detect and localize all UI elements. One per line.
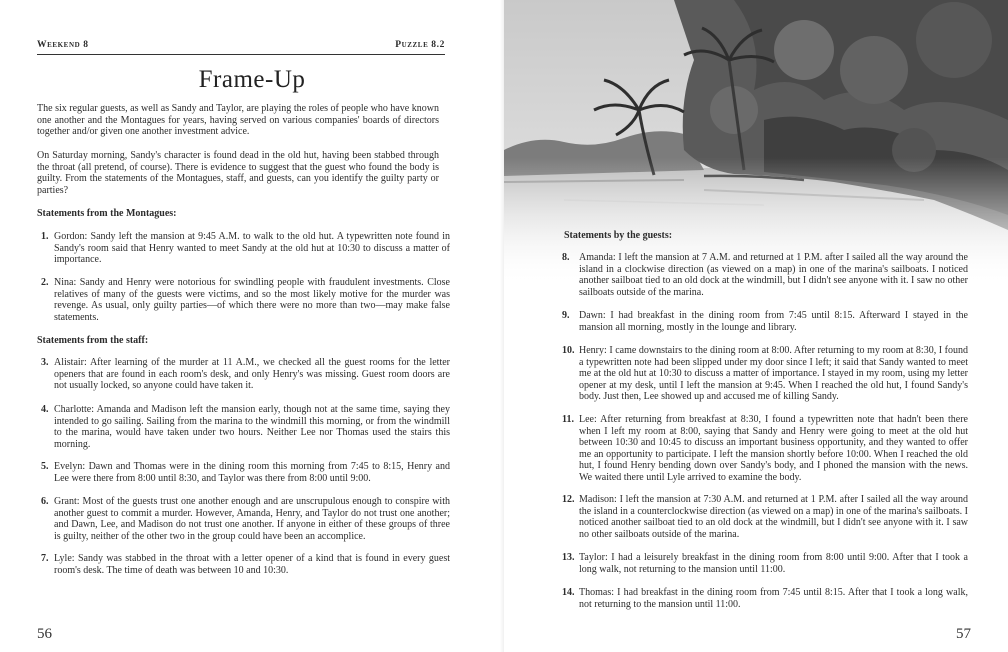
statement-item xyxy=(562,252,968,298)
statement-text: Lyle: Sandy was stabbed in the throat with a letter opener of a kind that is found in every guest room's desk. The time of death was between 10 and 10:30. xyxy=(54,553,450,576)
statement-text: Grant: Most of the guests trust one another enough and are unscrupulous enough to conspire with another guest to commit a murder. However, Amanda, Henry, and Taylor do not trust one another; and Dawn, Lee, and Madison do not trust one another. If anyone in either of these groups of three is guilty, neither of the other two in the group could have been an accomplice. xyxy=(54,496,450,542)
statement-number: 10. xyxy=(562,345,575,356)
statement-number: 7. xyxy=(41,553,49,564)
statement-text: Madison: I left the mansion at 7:30 A.M. and returned at 1 P.M. after I sailed all the way around the island in a counterclockwise direction (as viewed on a map) in one of the marina's sailboats. I noticed another sailboat tied to an old dock at the windmill, but I didn't see anyone with it. I saw no other sailboats outside of the marina. xyxy=(579,494,968,540)
statement-text: Taylor: I had a leisurely breakfast in the dining room from 8:00 until 9:00. After that I took a long walk, not returning to the mansion until 11:00. xyxy=(579,552,968,575)
intro-paragraph-2: On Saturday morning, Sandy's character is found dead in the old hut, having been stabbed through the throat (all pretend, of course). There is evidence to suggest that the guest who found the body is guilty. From the statements of the Montagues, staff, and guests, can you identify the guilty party or parties? xyxy=(37,150,439,196)
guests-heading: Statements by the guests: xyxy=(564,230,673,241)
statement-item xyxy=(41,404,450,450)
statement-number: 11. xyxy=(562,414,574,425)
statement-text: Henry: I came downstairs to the dining room at 8:00. After returning to my room at 8:30, I found a typewritten note had been slipped under my door since I left; it said that Sandy wanted to meet me at the old hut at 10:30 to discuss a matter of importance. I stayed in my room, using my letter opener at my desk, until I left the mansion at 9:45. When I reached the old hut, I found Sandy's body. Just then, Lee showed up and accused me of killing Sandy. xyxy=(579,345,968,403)
statement-number: 2. xyxy=(41,277,49,288)
statement-number: 9. xyxy=(562,310,570,321)
statement-text: Nina: Sandy and Henry were notorious for swindling people with fraudulent investments. Close relatives of many of the guests were victims, and so the most likely motive for the murder was revenge. As usual, only guilty parties—of which there were no more than two—may make false statements. xyxy=(54,277,450,323)
statement-number: 1. xyxy=(41,231,49,242)
page-number-left: 56 xyxy=(37,626,52,642)
intro-paragraph-1: The six regular guests, as well as Sandy and Taylor, are playing the roles of people who have known one another and the Montagues for years, having served on various companies' boards of directors together and/or given one another investment advice. xyxy=(37,103,439,138)
statement-item xyxy=(41,496,450,542)
statement-item xyxy=(41,357,450,392)
statement-item xyxy=(41,553,450,576)
statement-number: 8. xyxy=(562,252,570,263)
running-head xyxy=(37,40,445,55)
statement-number: 13. xyxy=(562,552,575,563)
staff-heading: Statements from the staff: xyxy=(37,335,149,346)
statement-number: 6. xyxy=(41,496,49,507)
statement-number: 5. xyxy=(41,461,49,472)
right-page xyxy=(504,0,1008,652)
montagues-heading: Statements from the Montagues: xyxy=(37,208,177,219)
page-number-right: 57 xyxy=(956,626,971,642)
statement-text: Amanda: I left the mansion at 7 A.M. and returned at 1 P.M. after I sailed all the way around the island in a clockwise direction (as viewed on a map) in one of the marina's sailboats. I noticed another sailboat tied to an old dock at the windmill, but I didn't see anyone with it. I saw no other sailboats outside of the marina. xyxy=(579,252,968,298)
statement-item xyxy=(41,231,450,266)
statement-item xyxy=(562,587,968,610)
statement-item xyxy=(41,277,450,323)
puzzle-title: Frame-Up xyxy=(198,66,306,93)
statement-number: 4. xyxy=(41,404,49,415)
statement-number: 14. xyxy=(562,587,575,598)
running-head-right: Puzzle 8.2 xyxy=(395,40,445,50)
statement-text: Gordon: Sandy left the mansion at 9:45 A.M. to walk to the old hut. A typewritten note found in Sandy's room said that Henry wanted to meet Sandy at the old hut at 10:30 to discuss a matter of importance. xyxy=(54,231,450,266)
statement-item xyxy=(562,345,968,403)
statement-item xyxy=(562,494,968,540)
statement-text: Thomas: I had breakfast in the dining room from 7:45 until 8:15. After that I took a long walk, not returning to the mansion until 11:00. xyxy=(579,587,968,610)
statement-text: Evelyn: Dawn and Thomas were in the dining room this morning from 7:45 to 8:15, Henry and Lee were there from 8:00 until 8:30, and Taylor was there from 8:00 until 9:00. xyxy=(54,461,450,484)
statement-text: Lee: After returning from breakfast at 8:30, I found a typewritten note that hadn't been there when I left my room at 8:00, saying that Sandy and Henry were going to meet at the old hut between 10:30 and 10:45 to discuss an important business opportunity, and they wanted to offer me an opportunity to participate. I left the mansion shortly before 10:00. When I reached the old hut, I found Henry bending down over Sandy's body, and I phoned the mansion with the news. We waited there until Lyle arrived to examine the body. xyxy=(579,414,968,483)
statement-item xyxy=(562,414,968,484)
statement-text: Dawn: I had breakfast in the dining room from 7:45 until 8:15. Afterward I stayed in the mansion all morning, mostly in the lounge and library. xyxy=(579,310,968,333)
running-head-left: Weekend 8 xyxy=(37,40,89,50)
statement-number: 12. xyxy=(562,494,575,505)
statement-number: 3. xyxy=(41,357,49,368)
statement-text: Charlotte: Amanda and Madison left the mansion early, though not at the same time, saying they intended to go sailing. Sailing from the marina to the windmill this morning, or from the windmill to the marina, would have taken under two hours. Neither Lee nor Thomas used the stairs this morning. xyxy=(54,404,450,450)
statement-item xyxy=(562,552,968,575)
statement-text: Alistair: After learning of the murder at 11 A.M., we checked all the guest rooms for the letter openers that are found in each room's desk, and only Henry's was missing. Guest room doors are not usually locked, so anyone could have taken it. xyxy=(54,357,450,392)
statement-item xyxy=(562,310,968,333)
statement-item xyxy=(41,461,450,484)
tropical-river-photo xyxy=(504,0,1008,286)
